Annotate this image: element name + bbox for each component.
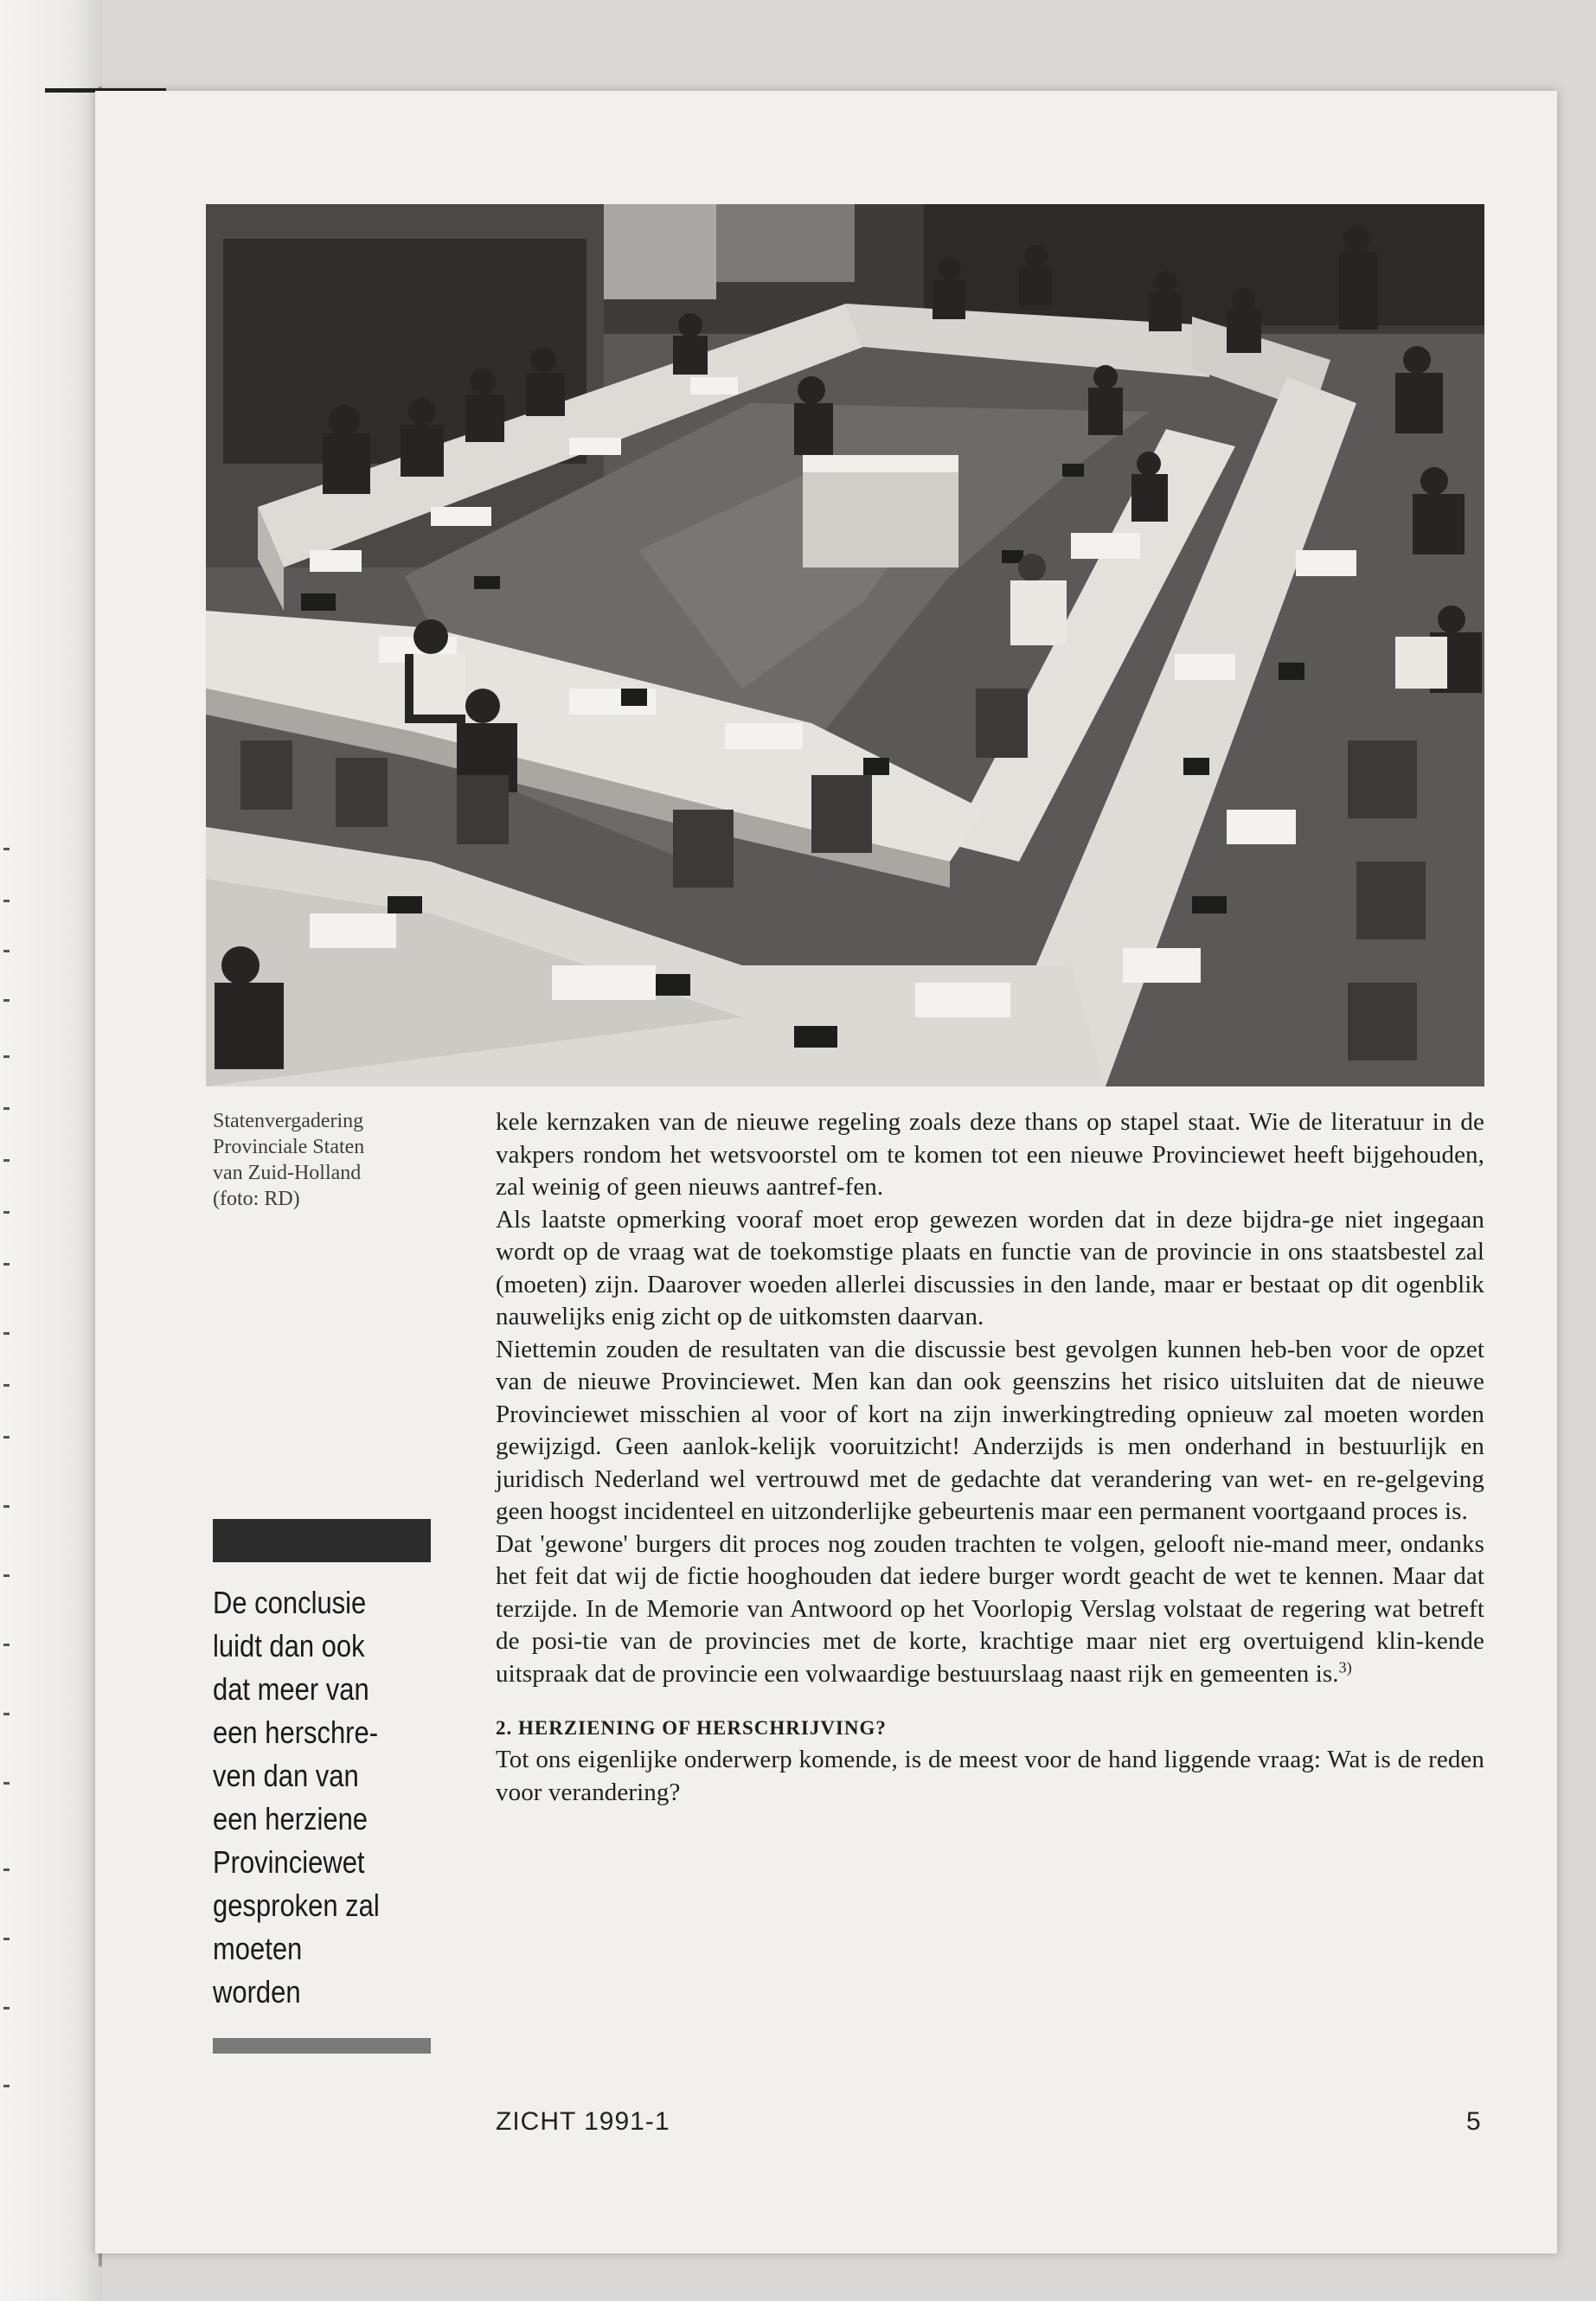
pullquote [213, 1581, 407, 2014]
pullquote-line: ven dan van [213, 1758, 359, 1793]
council-meeting-photo-icon [206, 204, 1484, 1086]
article-paragraph: kele kernzaken van de nieuwe regeling zoals deze thans op stapel staat. Wie de literatuur in de vakpers rondom het wetsvoorstel om te komen tot een nieuwe Provinciewet heeft bijgehouden, zal weinig of geen nieuws aantref-fen. [496, 1108, 1484, 1201]
photo-caption [213, 1108, 425, 1212]
caption-line: van Zuid-Holland [213, 1162, 362, 1184]
pullquote-line: Provinciewet [213, 1844, 365, 1880]
section-heading: 2. HERZIENING OF HERSCHRIJVING? [496, 1717, 887, 1739]
page-number: 5 [1466, 2107, 1481, 2136]
pullquote-line: dat meer van [213, 1671, 369, 1707]
binding-text-bleed [3, 848, 16, 2145]
pullquote-line: moeten [213, 1931, 303, 1966]
pullquote-line: gesproken zal [213, 1888, 380, 1923]
pullquote-line: een herschre- [213, 1715, 379, 1750]
article-paragraph-with-footnote [496, 1529, 1484, 1691]
article-paragraph: Als laatste opmerking vooraf moet erop gewezen worden dat in deze bijdra-ge niet ingegaan wordt op de vraag wat de toekomstige plaats en functie van de provincie in ons staatsbestel zal (moeten) zijn. Daarover woeden allerlei discussies in den lande, maar er bestaat op dit ogenblik nauwelijks enig zicht op de uitkomsten daarvan. [496, 1205, 1484, 1330]
pullquote-line: worden [213, 1974, 301, 2009]
article-paragraph-text: Dat 'gewone' burgers dit proces nog zouden trachten te volgen, gelooft nie-mand meer, ondanks het feit dat wij de fictie hooghouden dat iedere burger wordt geacht de wet te kennen. Maar dat terzijde. In de Memorie van Antwoord op het Voorlopig Verslag volstaat de regering wat betreft de posi-tie van de provincies met de korte, krachtige maar niet erg overtuigend klin-kende uitspraak dat de provincie een volwaardige bestuurslaag naast rijk en gemeenten is. [496, 1529, 1484, 1688]
article-paragraph: Tot ons eigenlijke onderwerp komende, is de meest voor de hand liggende vraag: Wat is de reden voor verandering? [496, 1746, 1484, 1806]
pullquote-bottom-bar [213, 2038, 431, 2054]
article-paragraph: Niettemin zouden de resultaten van die discussie best gevolgen kunnen heb-ben voor de opzet van de nieuwe Provinciewet. Men kan dan ook geenszins het risico uitsluiten dat de nieuwe Provinciewet misschien al voor of kort na zijn inwerkingtreding opnieuw zal moeten worden gewijzigd. Geen aanlok-kelijk vooruitzicht! Anderzijds is men onderhand in bestuurlijk en juridisch Nederland wel vertrouwd met de gedachte dat verandering van wet- en re-gelgeving geen hoogst incidenteel en uitzonderlijke gebeurtenis maar een permanent voortgaand proces is. [496, 1335, 1484, 1525]
caption-line: Statenvergadering [213, 1110, 364, 1132]
pullquote-line: een herziene [213, 1801, 369, 1836]
journal-issue: ZICHT 1991-1 [496, 2107, 670, 2136]
pullquote-top-bar [213, 1519, 431, 1562]
council-meeting-photo [206, 204, 1484, 1086]
pullquote-line: luidt dan ook [213, 1628, 365, 1663]
caption-line: Provinciale Staten [213, 1136, 365, 1158]
footnote-ref: 3) [1338, 1657, 1352, 1676]
article-body [496, 1106, 1484, 1809]
pullquote-line: De conclusie [213, 1585, 367, 1620]
caption-line: (foto: RD) [213, 1188, 300, 1210]
